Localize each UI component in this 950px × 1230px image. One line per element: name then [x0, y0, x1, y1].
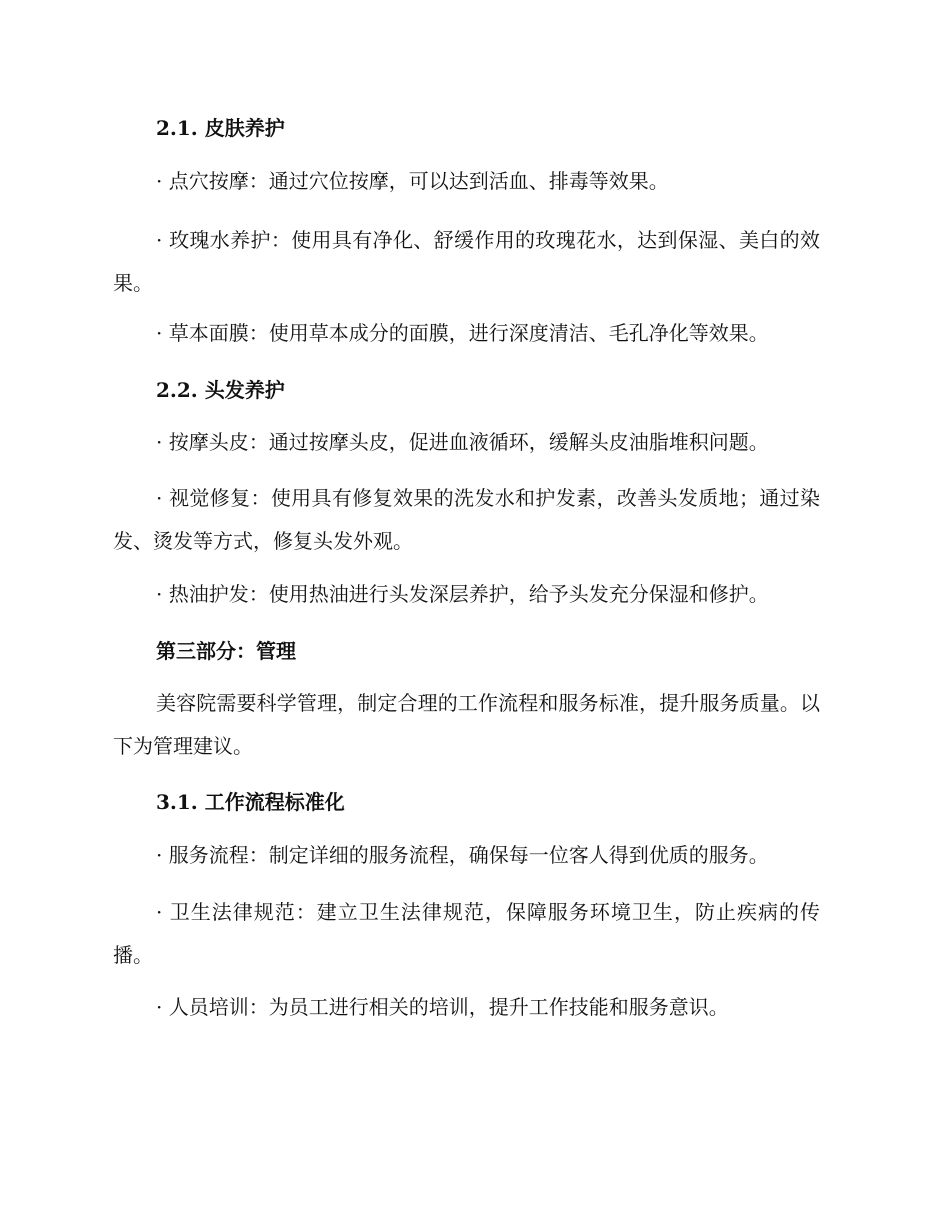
section-heading-hair-care: 2.2. 头发养护	[156, 378, 285, 402]
list-item-hot-oil-care: · 热油护发：使用热油进行头发深层养护，给予头发充分保湿和修护。	[156, 582, 769, 606]
list-item-visual-repair: · 视觉修复：使用具有修复效果的洗发水和护发素，改善头发质地；通过染发、烫发等方式，修复头发外观。	[113, 486, 820, 553]
list-item-herbal-mask: · 草本面膜：使用草本成分的面膜，进行深度清洁、毛孔净化等效果。	[156, 321, 769, 345]
section-heading-workflow-standardization: 3.1. 工作流程标准化	[156, 790, 345, 814]
section-heading-skin-care: 2.1. 皮肤养护	[156, 116, 285, 140]
list-item-hygiene-regulations: · 卫生法律规范：建立卫生法律规范，保障服务环境卫生，防止疾病的传播。	[113, 900, 820, 967]
list-item-staff-training: · 人员培训：为员工进行相关的培训，提升工作技能和服务意识。	[156, 995, 729, 1019]
list-item-acupoint-massage: · 点穴按摩：通过穴位按摩，可以达到活血、排毒等效果。	[156, 169, 669, 193]
section-heading-management: 第三部分：管理	[156, 639, 296, 663]
management-intro-paragraph: 美容院需要科学管理，制定合理的工作流程和服务标准，提升服务质量。以下为管理建议。	[113, 691, 820, 758]
list-item-service-process: · 服务流程：制定详细的服务流程，确保每一位客人得到优质的服务。	[156, 843, 769, 867]
list-item-scalp-massage: · 按摩头皮：通过按摩头皮，促进血液循环，缓解头皮油脂堆积问题。	[156, 430, 769, 454]
list-item-rose-water-care: · 玫瑰水养护：使用具有净化、舒缓作用的玫瑰花水，达到保湿、美白的效果。	[113, 228, 820, 295]
